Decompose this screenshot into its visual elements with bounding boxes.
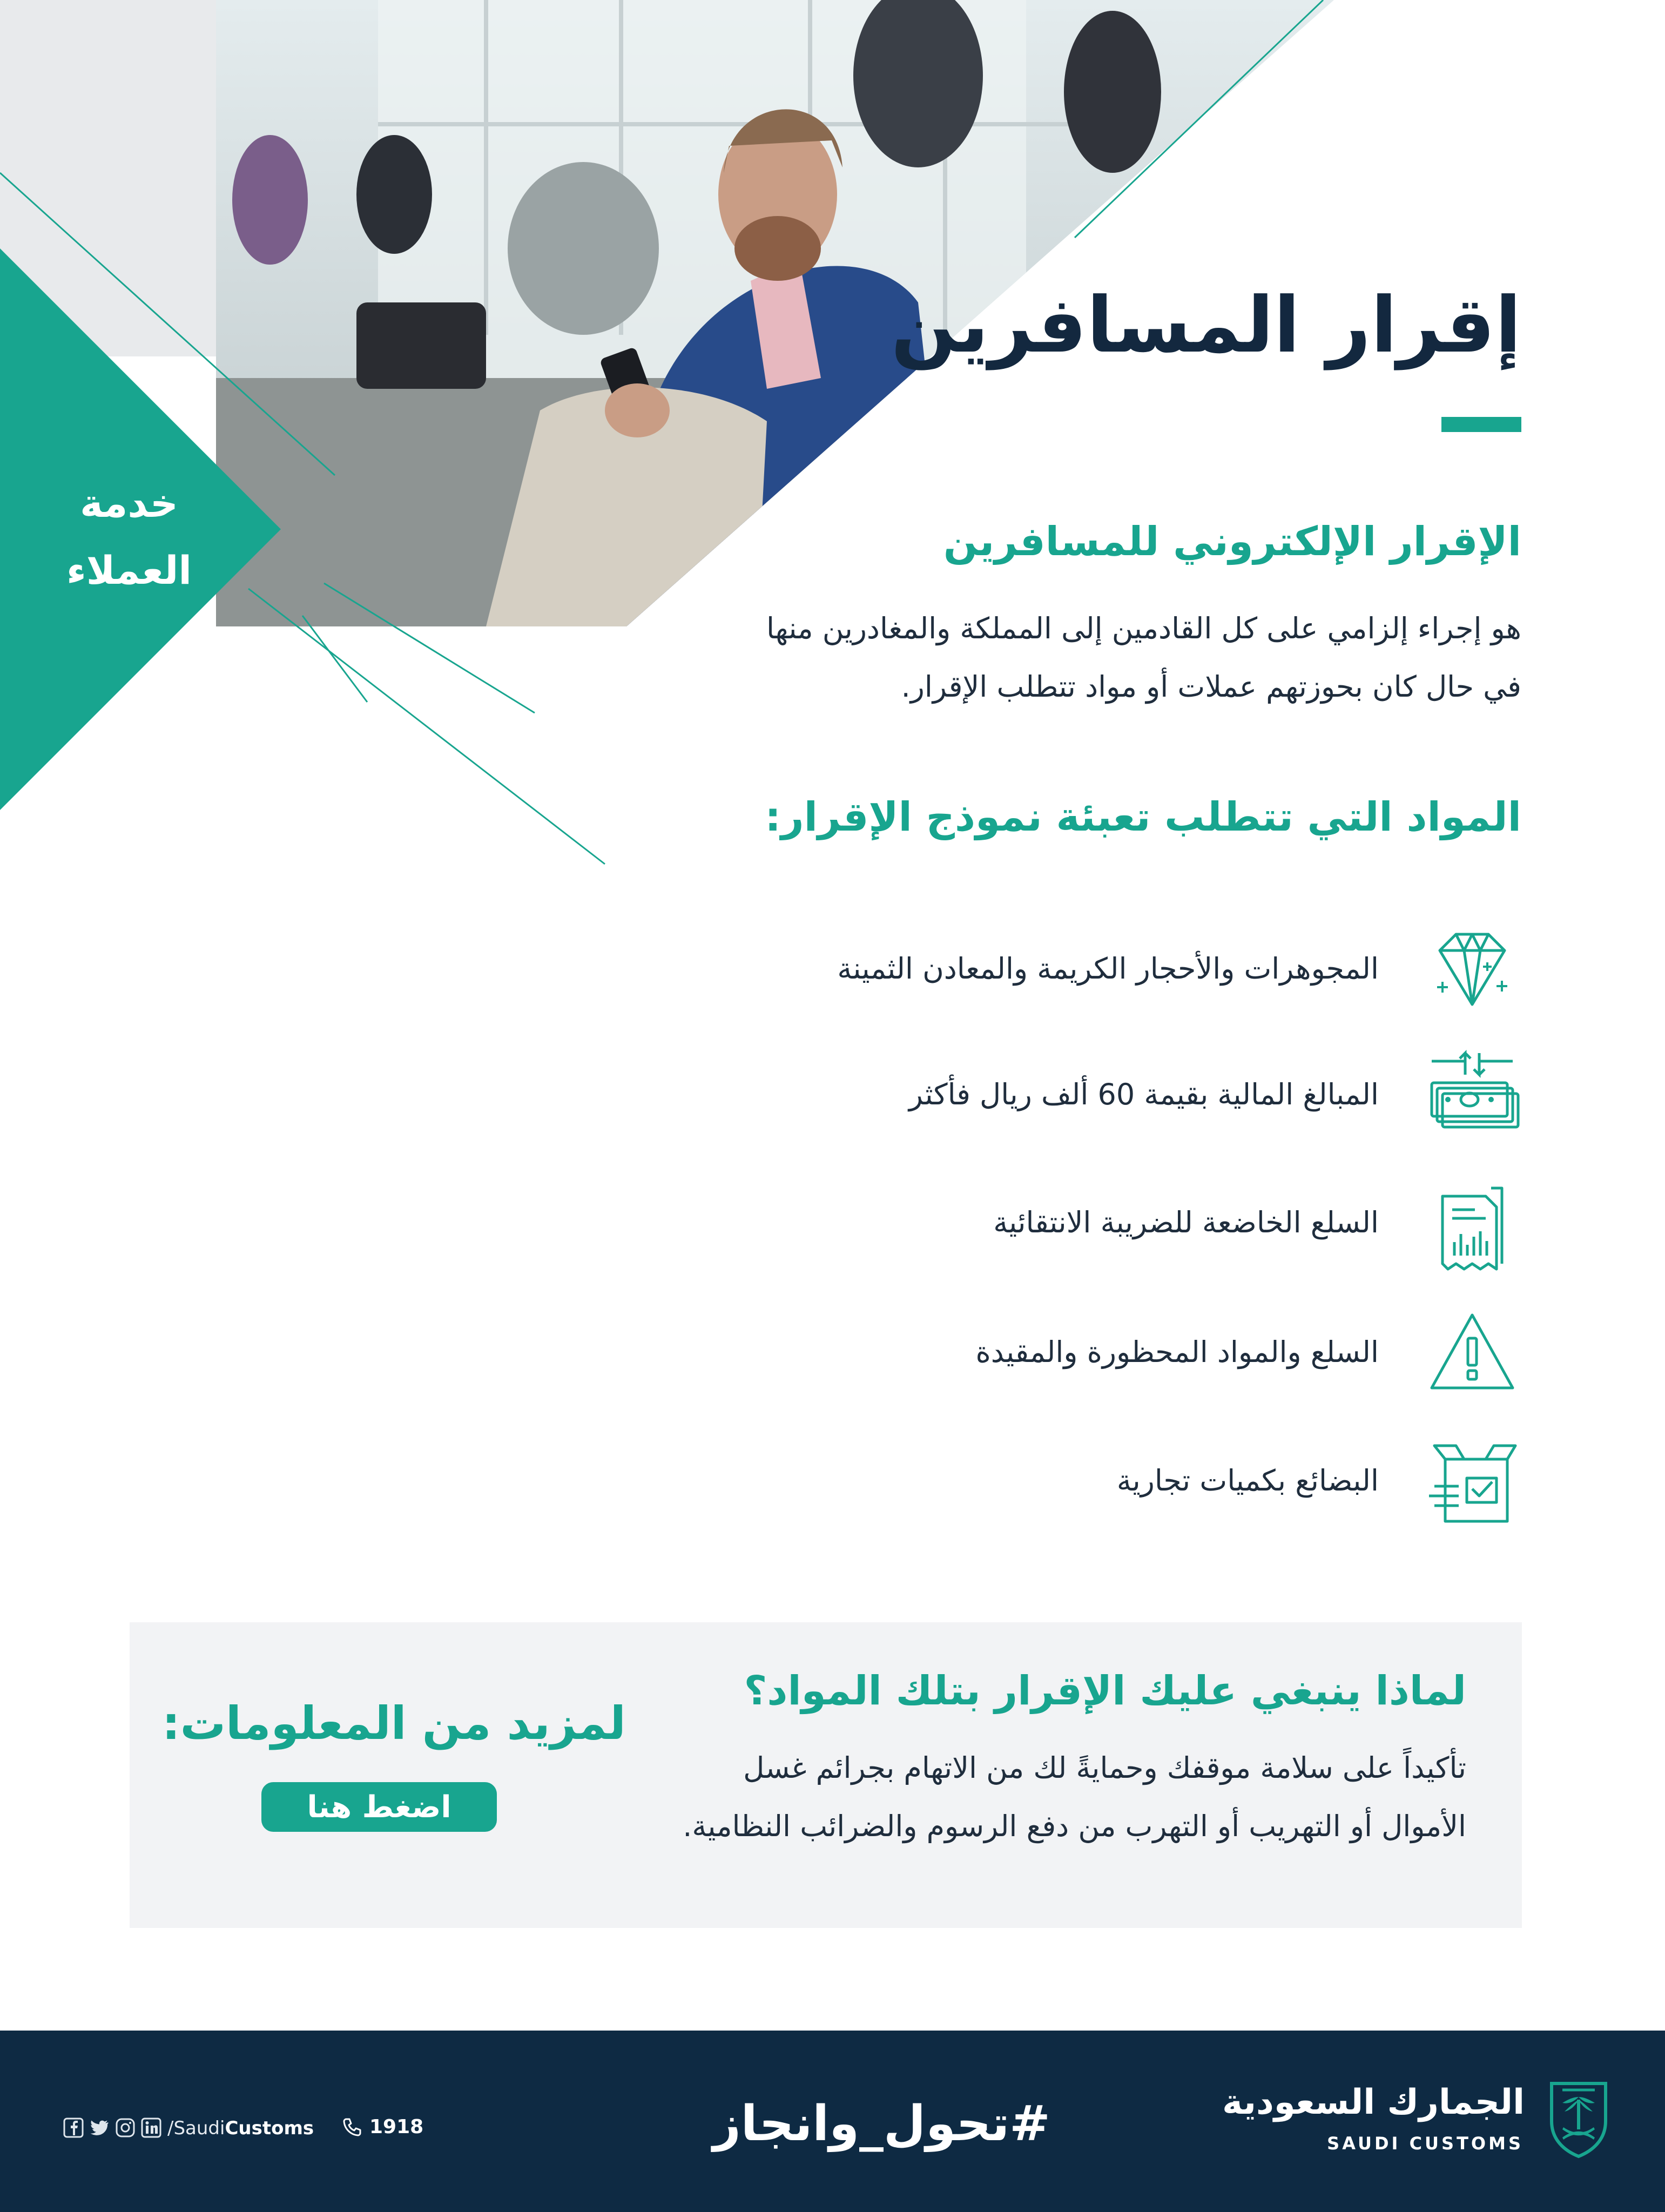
side-tab-line2: العملاء	[66, 548, 192, 593]
description-line: هو إجراء إلزامي على كل القادمين إلى المملكة والمغادرين منها	[766, 611, 1521, 645]
customer-service-tab[interactable]	[40, 470, 218, 604]
diamond-icon	[1421, 923, 1524, 1015]
item-label: السلع الخاضعة للضريبة الانتقائية	[993, 1205, 1379, 1239]
box-icon	[1421, 1438, 1524, 1529]
side-tab-line1: خدمة	[80, 481, 178, 526]
phone-number[interactable]	[341, 2116, 423, 2138]
phone-text: 1918	[369, 2116, 424, 2138]
brand-arabic: الجمارك السعودية	[1222, 2082, 1525, 2122]
hero-graphic	[0, 0, 1665, 875]
handle-prefix: /Saudi	[167, 2117, 225, 2139]
facebook-icon[interactable]	[63, 2117, 84, 2139]
item-label: السلع والمواد المحظورة والمقيدة	[975, 1335, 1379, 1369]
section-subtitle: الإقرار الإلكتروني للمسافرين	[943, 518, 1521, 565]
warning-icon	[1421, 1307, 1524, 1399]
description-line: في حال كان بحوزتهم عملات أو مواد تتطلب الإقرار.	[901, 670, 1521, 704]
why-text	[656, 1739, 1466, 1856]
why-heading: لماذا ينبغي عليك الإقرار بتلك المواد؟	[744, 1668, 1466, 1714]
more-info-heading: لمزيد من المعلومات:	[162, 1697, 626, 1750]
invoice-icon	[1421, 1183, 1524, 1274]
description	[679, 599, 1521, 716]
title-underline	[1441, 417, 1521, 432]
items-heading: المواد التي تتطلب تعبئة نموذج الإقرار:	[765, 794, 1521, 840]
phone-icon	[341, 2116, 363, 2138]
hashtag: #تحول_وانجاز	[713, 2095, 1050, 2152]
saudi-customs-emblem-icon	[1546, 2078, 1611, 2159]
linkedin-icon[interactable]	[140, 2117, 162, 2139]
cash-icon	[1421, 1045, 1524, 1137]
instagram-icon[interactable]	[114, 2117, 136, 2139]
why-line: تأكيداً على سلامة موقفك وحمايةً لك من الاتهام بجرائم غسل	[743, 1751, 1466, 1785]
item-label: المبالغ المالية بقيمة 60 ألف ريال فأكثر	[908, 1077, 1379, 1111]
item-label: المجوهرات والأحجار الكريمة والمعادن الثمينة	[837, 952, 1379, 986]
click-here-button[interactable]: اضغط هنا	[261, 1782, 497, 1832]
brand-english: SAUDI CUSTOMS	[1327, 2133, 1524, 2154]
why-line: الأموال أو التهريب أو التهرب من دفع الرسوم والضرائب النظامية.	[683, 1809, 1466, 1843]
social-handle[interactable]	[167, 2117, 314, 2139]
social-links	[63, 2117, 162, 2139]
item-label: البضائع بكميات تجارية	[1116, 1464, 1379, 1498]
hero-shapes	[0, 0, 1665, 875]
handle-bold: Customs	[225, 2117, 314, 2139]
page-title: إقرار المسافرين	[891, 281, 1521, 370]
twitter-icon[interactable]	[89, 2117, 110, 2139]
